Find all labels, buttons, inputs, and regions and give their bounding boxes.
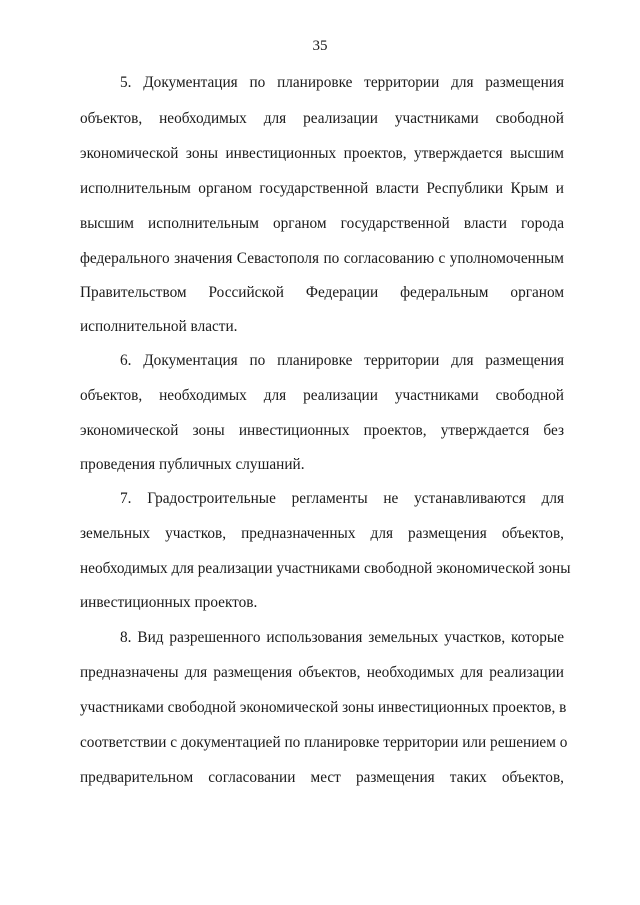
paragraph-line: 5. Документация по планировке территории для размещения bbox=[120, 74, 564, 91]
paragraph-line: инвестиционных проектов. bbox=[80, 594, 258, 611]
paragraph-line: Правительством Российской Федерации федеральным органом bbox=[80, 284, 564, 301]
paragraph-line: соответствии с документацией по планировке территории или решением о bbox=[80, 734, 568, 751]
paragraph-line: 8. Вид разрешенного использования земельных участков, которые bbox=[120, 629, 564, 646]
paragraph-line: участниками свободной экономической зоны инвестиционных проектов, в bbox=[80, 699, 567, 716]
paragraph-line: экономической зоны инвестиционных проектов, утверждается без bbox=[80, 422, 564, 439]
paragraph-line: земельных участков, предназначенных для размещения объектов, bbox=[80, 525, 564, 542]
paragraph-line: 6. Документация по планировке территории для размещения bbox=[120, 352, 564, 369]
paragraph-line: объектов, необходимых для реализации участниками свободной bbox=[80, 110, 564, 127]
paragraph-line: экономической зоны инвестиционных проектов, утверждается высшим bbox=[80, 145, 564, 162]
paragraph-line: 7. Градостроительные регламенты не устанавливаются для bbox=[120, 490, 564, 507]
paragraph-line: высшим исполнительным органом государственной власти города bbox=[80, 215, 564, 232]
paragraph-line: предназначены для размещения объектов, необходимых для реализации bbox=[80, 664, 564, 681]
paragraph-line: проведения публичных слушаний. bbox=[80, 456, 305, 473]
paragraph-line: федерального значения Севастополя по согласованию с уполномоченным bbox=[80, 250, 564, 267]
paragraph-line: необходимых для реализации участниками свободной экономической зоны bbox=[80, 560, 571, 577]
paragraph-line: предварительном согласовании мест размещения таких объектов, bbox=[80, 769, 564, 786]
paragraph-line: исполнительной власти. bbox=[80, 318, 238, 335]
page-number: 35 bbox=[312, 38, 328, 54]
paragraph-line: исполнительным органом государственной власти Республики Крым и bbox=[80, 180, 564, 197]
paragraph-line: объектов, необходимых для реализации участниками свободной bbox=[80, 387, 564, 404]
